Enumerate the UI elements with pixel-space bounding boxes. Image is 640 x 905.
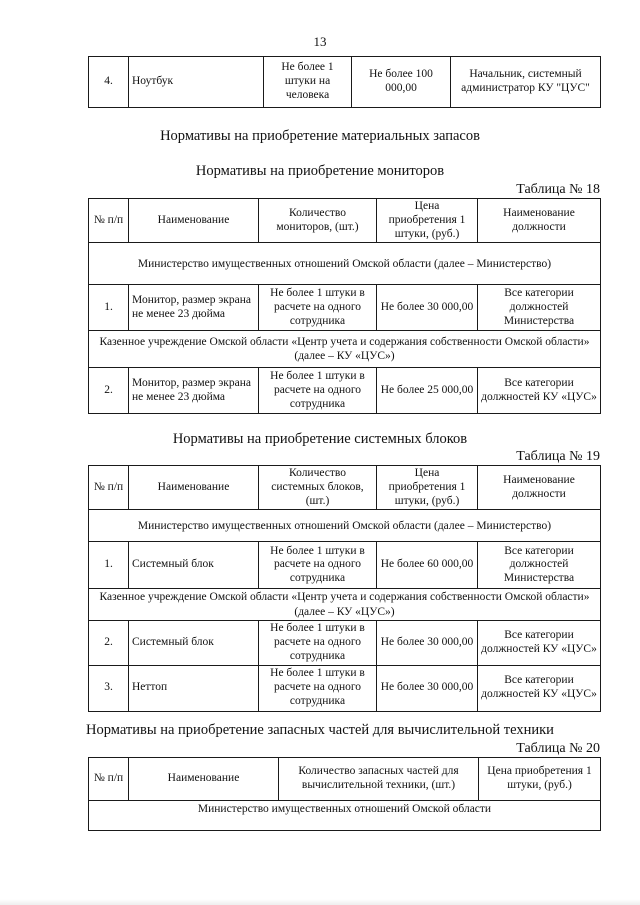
cell-post: Все категории должностей Министерства xyxy=(478,542,601,589)
cell-qty: Не более 1 штуки в расчете на одного сотрудника xyxy=(259,368,377,414)
heading-main: Нормативы на приобретение материальных запасов xyxy=(160,128,480,144)
cell-num: 1. xyxy=(89,542,129,589)
cell-name: Системный блок xyxy=(129,621,259,665)
cell-price: Не более 100 000,00 xyxy=(352,57,451,108)
header-name: Наименование xyxy=(129,199,259,243)
header-price: Цена приобретения 1 штуки, (руб.) xyxy=(479,758,601,801)
table-row xyxy=(89,621,601,665)
section-row xyxy=(89,589,601,621)
t19-label: Таблица № 19 xyxy=(516,449,600,464)
table-header-row xyxy=(89,758,601,801)
cell-num: 4. xyxy=(89,57,129,108)
cell-price: Не более 60 000,00 xyxy=(377,542,478,589)
cell-post: Все категории должностей КУ «ЦУС» xyxy=(478,665,601,711)
cell-qty: Не более 1 штуки на человека xyxy=(264,57,352,108)
t18-title: Нормативы на приобретение мониторов xyxy=(195,163,445,179)
cell-qty: Не более 1 штуки в расчете на одного сотрудника xyxy=(259,542,377,589)
table-18 xyxy=(88,198,601,414)
header-post: Наименование должности xyxy=(478,199,601,243)
cell-qty: Не более 1 штуки в расчете на одного сотрудника xyxy=(259,285,377,331)
section-row xyxy=(89,331,601,368)
table-header-row xyxy=(89,466,601,510)
cell-qty: Не более 1 штуки в расчете на одного сотрудника xyxy=(259,665,377,711)
scan-edge xyxy=(0,899,640,905)
cell-num: 1. xyxy=(89,285,129,331)
cell-num: 3. xyxy=(89,665,129,711)
t20-title: Нормативы на приобретение запасных частей для вычислительной техники xyxy=(86,722,554,738)
cell-num: 2. xyxy=(89,621,129,665)
page-number: 13 xyxy=(313,34,327,49)
table-19 xyxy=(88,465,601,712)
section-title: Казенное учреждение Омской области «Центр учета и содержания собственности Омской области» (далее – КУ «ЦУС») xyxy=(89,589,601,621)
t19-title: Нормативы на приобретение системных блоков xyxy=(172,431,468,447)
table-header-row xyxy=(89,199,601,243)
top-table xyxy=(88,56,601,108)
header-qty: Количество системных блоков, (шт.) xyxy=(259,466,377,510)
header-num: № п/п xyxy=(89,758,129,801)
table-20 xyxy=(88,757,601,831)
cell-name: Монитор, размер экрана не менее 23 дюйма xyxy=(129,285,259,331)
cell-post: Все категории должностей Министерства xyxy=(478,285,601,331)
section-title: Министерство имущественных отношений Омской области (далее – Министерство) xyxy=(89,243,601,285)
cell-post: Все категории должностей КУ «ЦУС» xyxy=(478,368,601,414)
cell-name: Системный блок xyxy=(129,542,259,589)
header-num: № п/п xyxy=(89,466,129,510)
t20-label: Таблица № 20 xyxy=(516,741,600,756)
header-qty: Количество запасных частей для вычислительной техники, (шт.) xyxy=(279,758,479,801)
header-num: № п/п xyxy=(89,199,129,243)
cell-price: Не более 30 000,00 xyxy=(377,665,478,711)
cell-name: Ноутбук xyxy=(129,57,264,108)
cell-qty: Не более 1 штуки в расчете на одного сотрудника xyxy=(259,621,377,665)
table-row xyxy=(89,368,601,414)
section-row xyxy=(89,243,601,285)
table-row xyxy=(89,285,601,331)
cell-price: Не более 30 000,00 xyxy=(377,621,478,665)
cell-post: Начальник, системный администратор КУ "ЦУС" xyxy=(451,57,601,108)
cell-price: Не более 30 000,00 xyxy=(377,285,478,331)
table-row xyxy=(89,542,601,589)
cell-name: Неттоп xyxy=(129,665,259,711)
header-price: Цена приобретения 1 штуки, (руб.) xyxy=(377,199,478,243)
section-title: Министерство имущественных отношений Омской области (далее – Министерство) xyxy=(89,510,601,542)
section-row xyxy=(89,801,601,831)
header-qty: Количество мониторов, (шт.) xyxy=(259,199,377,243)
header-name: Наименование xyxy=(129,758,279,801)
header-name: Наименование xyxy=(129,466,259,510)
cell-num: 2. xyxy=(89,368,129,414)
table-row xyxy=(89,57,601,108)
table-row xyxy=(89,665,601,711)
cell-name: Монитор, размер экрана не менее 23 дюйма xyxy=(129,368,259,414)
section-title: Казенное учреждение Омской области «Центр учета и содержания собственности Омской области» (далее – КУ «ЦУС») xyxy=(89,331,601,368)
header-price: Цена приобретения 1 штуки, (руб.) xyxy=(377,466,478,510)
section-title: Министерство имущественных отношений Омской области xyxy=(89,801,601,831)
cell-price: Не более 25 000,00 xyxy=(377,368,478,414)
cell-post: Все категории должностей КУ «ЦУС» xyxy=(478,621,601,665)
header-post: Наименование должности xyxy=(478,466,601,510)
t18-label: Таблица № 18 xyxy=(516,182,600,197)
section-row xyxy=(89,510,601,542)
